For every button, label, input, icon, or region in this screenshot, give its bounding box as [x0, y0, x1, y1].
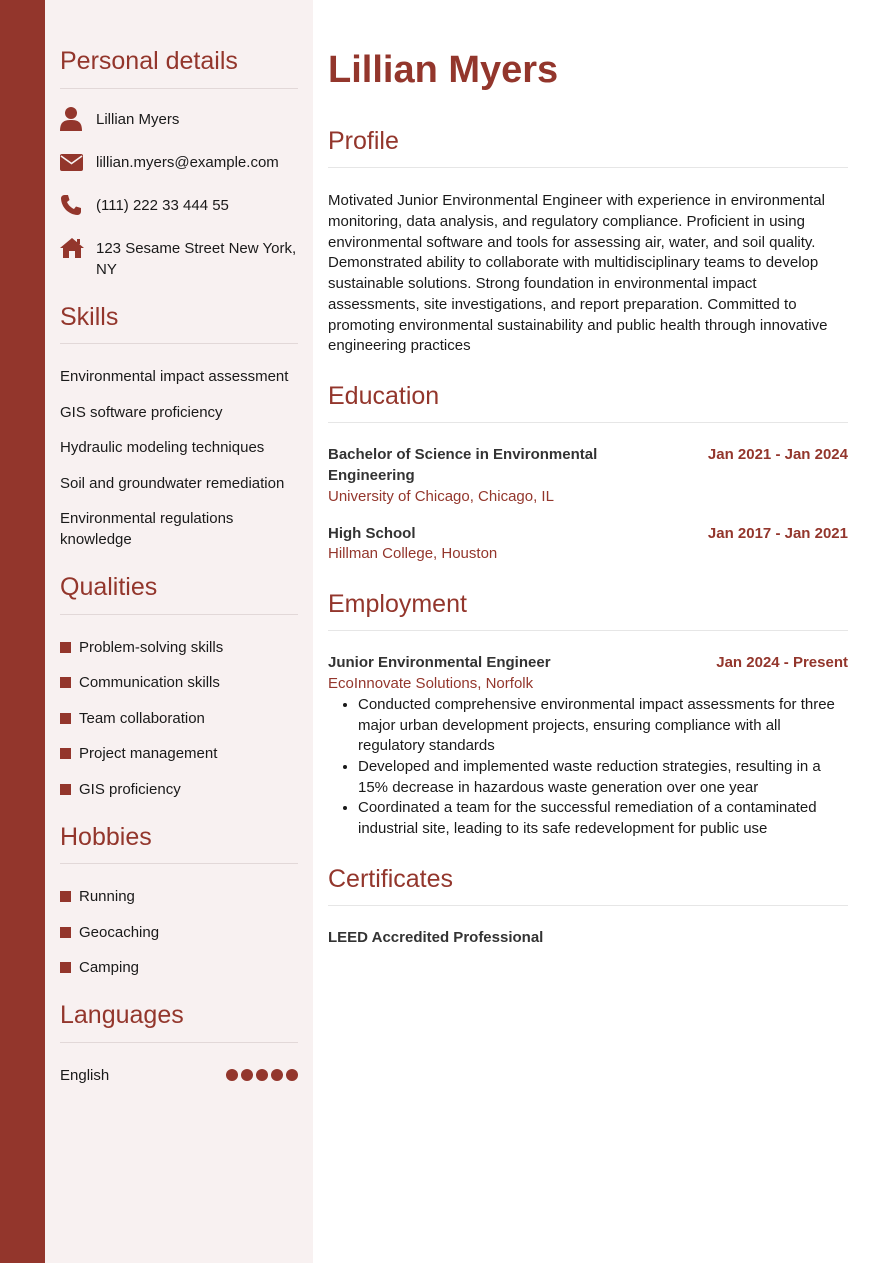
- quality-label: Team collaboration: [79, 709, 205, 727]
- profile-text: Motivated Junior Environmental Engineer with experience in environmental monitoring, data analysis, and regulatory compliance. Proficient in using environmental software and tools for assessing air, water, and soil quality. Demonstrated ability to collaborate with multidisciplinary teams to develop sustainable solutions. Strong foundation in environmental impact assessments, site investigations, and report preparation. Committed to promoting environmental sustainability and public health through innovative engineering practices: [328, 192, 828, 355]
- quality-label: Problem-solving skills: [79, 638, 224, 656]
- qualities-section: [60, 574, 298, 800]
- personal-address: 123 Sesame Street New York, NY: [96, 239, 297, 278]
- education-institution: Hillman College, Houston: [328, 545, 498, 563]
- job-date: Jan 2024 - Present: [716, 654, 848, 672]
- personal-email[interactable]: lillian.myers@example.com: [96, 153, 279, 171]
- certificates-heading: Certificates: [328, 866, 848, 907]
- job-bullets: [328, 695, 848, 840]
- education-institution: University of Chicago, Chicago, IL: [328, 487, 554, 505]
- skill-item: Environmental regulations knowledge: [60, 510, 234, 548]
- square-bullet-icon: [60, 962, 71, 973]
- square-bullet-icon: [60, 677, 71, 688]
- language-item: [60, 1065, 298, 1086]
- personal-name-row: [60, 109, 298, 130]
- square-bullet-icon: [60, 784, 71, 795]
- language-name: English: [60, 1066, 110, 1084]
- main-content: [313, 0, 893, 1263]
- square-bullet-icon: [60, 642, 71, 653]
- quality-label: Project management: [79, 745, 218, 762]
- level-dot-icon: [256, 1069, 268, 1081]
- education-entry: [328, 445, 848, 507]
- qualities-heading: Qualities: [60, 574, 298, 615]
- quality-item: [60, 779, 298, 800]
- job-bullet: • Developed and implemented waste reduction strategies, resulting in a 15% decrease in hazardous waste generation over one year: [358, 757, 848, 798]
- candidate-name: Lillian Myers: [328, 49, 559, 91]
- certificates-section: [328, 866, 848, 949]
- hobby-label: Running: [79, 888, 135, 905]
- employment-entry: [328, 653, 848, 839]
- hobby-label: Camping: [79, 959, 140, 976]
- education-degree: Bachelor of Science in Environmental Engineering: [328, 446, 598, 485]
- hobbies-heading: Hobbies: [60, 824, 298, 865]
- languages-heading: Languages: [60, 1002, 298, 1043]
- skills-section: [60, 304, 298, 551]
- hobby-item: [60, 886, 298, 907]
- square-bullet-icon: [60, 891, 71, 902]
- certificate-item: LEED Accredited Professional: [328, 929, 544, 947]
- skill-item: Soil and groundwater remediation: [60, 474, 285, 492]
- sidebar: [45, 0, 313, 1263]
- personal-phone-row: [60, 195, 298, 216]
- phone-icon: [60, 195, 96, 216]
- square-bullet-icon: [60, 713, 71, 724]
- personal-details-section: [60, 48, 298, 280]
- hobbies-section: [60, 824, 298, 979]
- level-dot-icon: [271, 1069, 283, 1081]
- job-title: Junior Environmental Engineer: [328, 654, 551, 672]
- education-section: [328, 383, 848, 565]
- square-bullet-icon: [60, 748, 71, 759]
- education-entry: [328, 524, 848, 565]
- level-dot-icon: [241, 1069, 253, 1081]
- language-level-rating: [226, 1069, 298, 1081]
- level-dot-icon: [286, 1069, 298, 1081]
- hobby-item: [60, 957, 298, 978]
- education-date: Jan 2017 - Jan 2021: [707, 524, 848, 542]
- hobby-label: Geocaching: [79, 923, 160, 941]
- accent-stripe: [0, 0, 45, 1263]
- quality-item: [60, 743, 298, 764]
- education-heading: Education: [328, 383, 848, 424]
- personal-email-row: [60, 152, 298, 173]
- skills-heading: Skills: [60, 304, 298, 345]
- employment-section: [328, 591, 848, 840]
- envelope-icon: [60, 152, 96, 173]
- home-icon: [60, 238, 96, 259]
- job-bullet: • Coordinated a team for the successful remediation of a contaminated industrial site, leading to its safe redevelopment for public use: [358, 798, 848, 839]
- personal-phone[interactable]: (111) 222 33 444 55: [96, 196, 229, 214]
- personal-details-heading: Personal details: [60, 48, 298, 89]
- job-bullet: • Conducted comprehensive environmental impact assessments for three major urban development projects, ensuring compliance with all regulatory standards: [358, 695, 848, 757]
- profile-heading: Profile: [328, 128, 848, 169]
- hobby-item: [60, 922, 298, 943]
- personal-name: Lillian Myers: [96, 110, 180, 128]
- skill-item: GIS software proficiency: [60, 403, 223, 421]
- personal-address-row: [60, 238, 298, 280]
- skill-item: Hydraulic modeling techniques: [60, 439, 265, 456]
- job-company: EcoInnovate Solutions, Norfolk: [328, 675, 534, 693]
- square-bullet-icon: [60, 927, 71, 938]
- education-date: Jan 2021 - Jan 2024: [707, 446, 848, 464]
- quality-item: [60, 672, 298, 693]
- quality-label: Communication skills: [79, 674, 220, 691]
- quality-label: GIS proficiency: [79, 780, 181, 798]
- user-icon: [60, 109, 96, 130]
- profile-section: [328, 128, 848, 357]
- skill-item: Environmental impact assessment: [60, 368, 289, 385]
- education-degree: High School: [328, 524, 416, 542]
- employment-heading: Employment: [328, 591, 848, 632]
- level-dot-icon: [226, 1069, 238, 1081]
- quality-item: [60, 637, 298, 658]
- quality-item: [60, 708, 298, 729]
- languages-section: [60, 1002, 298, 1086]
